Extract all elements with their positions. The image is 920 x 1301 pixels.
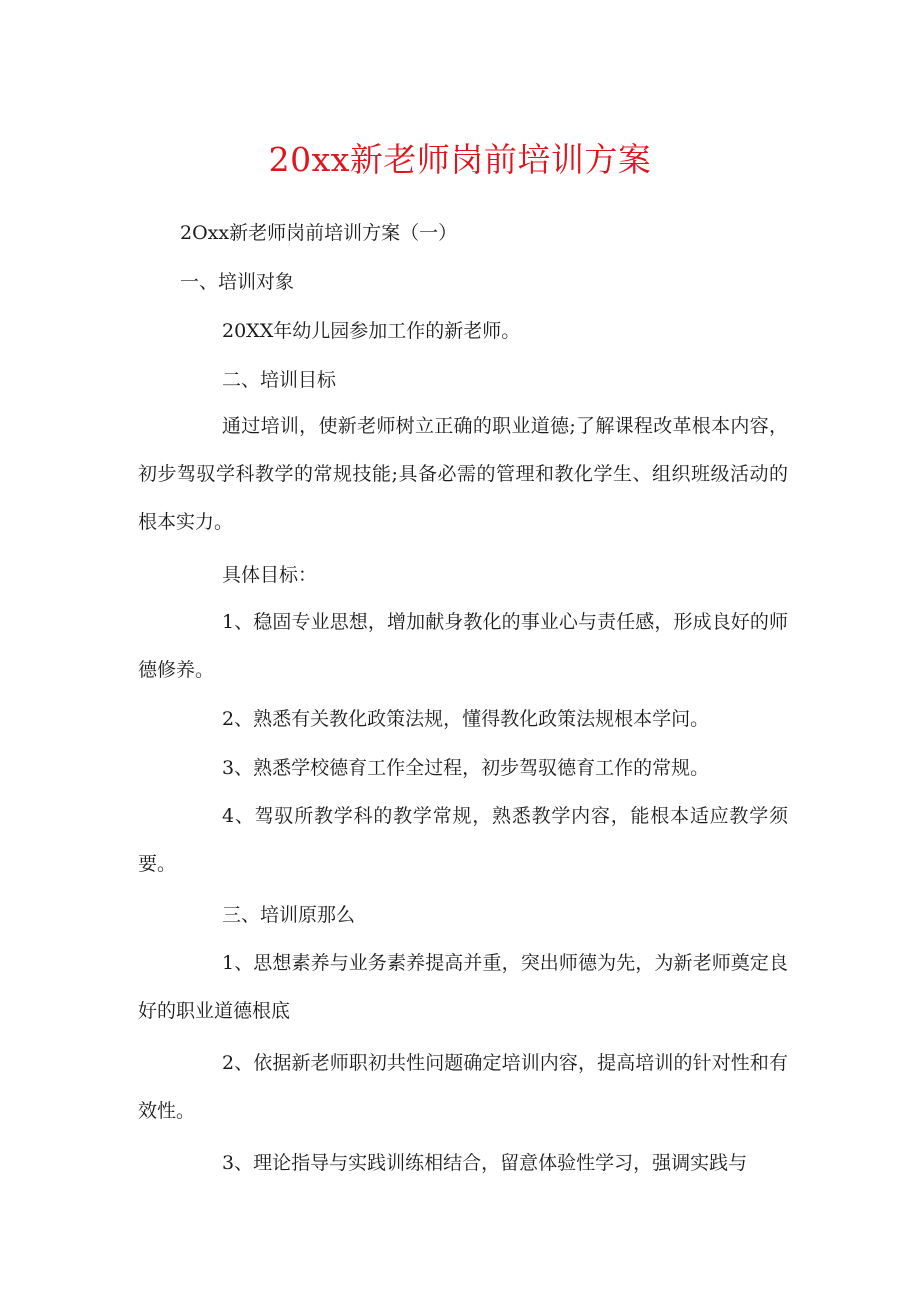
goal-item-1: 1、稳固专业思想，增加献身教化的事业心与责任感，形成良好的师德修养。	[138, 611, 788, 681]
principle-item-1: 1、思想素养与业务素养提高并重，突出师德为先，为新老师奠定良好的职业道德根底	[138, 952, 788, 1022]
principle-item-3: 3、理论指导与实践训练相结合，留意体验性学习，强调实践与	[222, 1152, 748, 1174]
goal-item-4: 4、驾驭所教学科的教学常规，熟悉教学内容，能根本适应教学须要。	[138, 805, 788, 875]
goal-item-3: 3、熟悉学校德育工作全过程，初步驾驭德育工作的常规。	[222, 757, 710, 779]
section-heading-training-goals: 二、培训目标	[222, 369, 337, 391]
section-heading-training-principles: 三、培训原那么	[222, 904, 356, 926]
principle-item-2: 2、依据新老师职初共性问题确定培训内容，提高培训的针对性和有效性。	[138, 1052, 788, 1122]
goal-item-2: 2、熟悉有关教化政策法规，懂得教化政策法规根本学问。	[222, 708, 710, 730]
training-target-text: 20XX年幼儿园参加工作的新老师。	[222, 320, 521, 342]
specific-goals-label: 具体目标：	[222, 564, 318, 586]
section-heading-training-target: 一、培训对象	[180, 271, 295, 293]
document-title: 20xx新老师岗前培训方案	[268, 140, 652, 179]
training-goals-paragraph: 通过培训，使新老师树立正确的职业道德;了解课程改革根本内容，初步驾驭学科教学的常规技能;具备必需的管理和教化学生、组织班级活动的根本实力。	[138, 415, 788, 533]
document-subtitle: 2Oxx新老师岗前培训方案（一）	[180, 222, 458, 244]
